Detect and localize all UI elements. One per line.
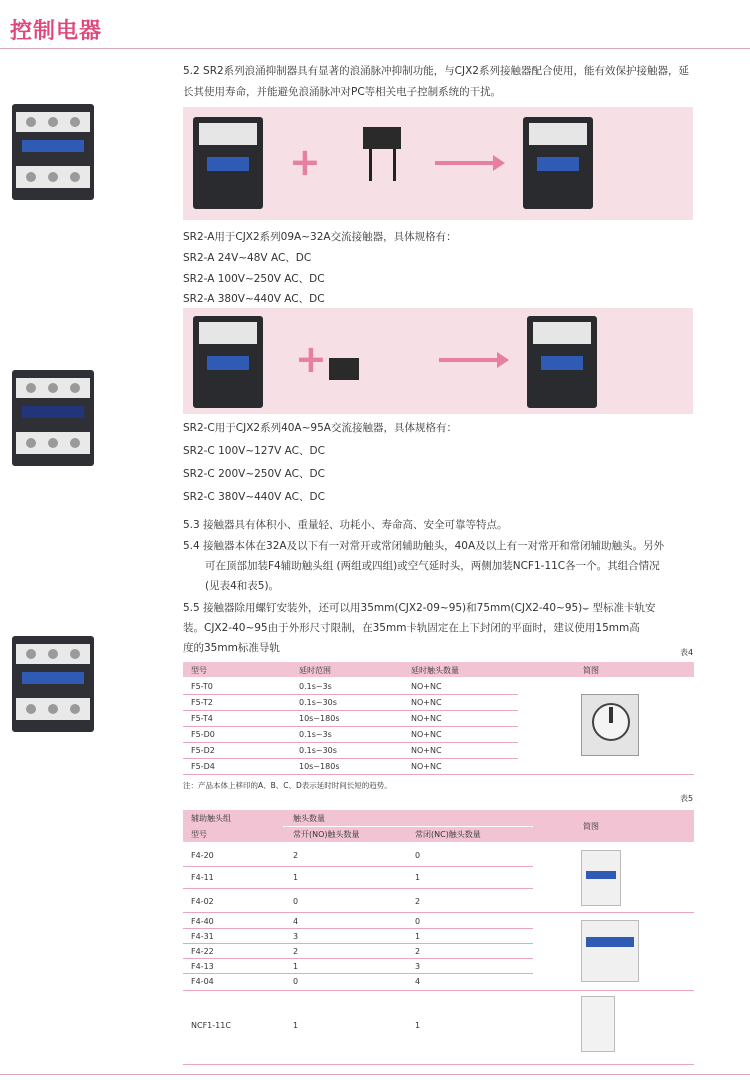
- aux-contact-2pole-image: [581, 850, 621, 906]
- table-row: F4-22 2 2: [191, 947, 421, 956]
- table-row: F4-40 4 0: [191, 917, 421, 926]
- table4-note: 注：产品本体上移印的A、B、C、D表示延时时间长短的趋势。: [183, 781, 392, 790]
- plus-icon: +: [295, 337, 327, 381]
- header-cell: 型号: [191, 666, 207, 675]
- page-title: 控制电器: [10, 19, 103, 44]
- table-row: F5-T0 0.1s~3s NO+NC: [191, 682, 442, 691]
- table-row: F5-T2 0.1s~30s NO+NC: [191, 698, 442, 707]
- table-header: [183, 662, 694, 677]
- side-aux-contact-image: [581, 996, 615, 1052]
- section-5-4-line: 5.4 接触器本体在32A及以下有一对常开或常闭辅助触头，40A及以上有一对常开和常闭辅助触头。另外: [183, 540, 665, 552]
- sr2a-spec: SR2-A 24V~48V AC、DC: [183, 252, 312, 264]
- table5: [183, 810, 694, 1065]
- sr2a-spec: SR2-A 380V~440V AC、DC: [183, 293, 325, 305]
- section-5-2-text: 5.2 SR2系列浪涌抑制器具有显著的浪涌脉冲抑制功能，与CJX2系列接触器配合使用，能有效保护接触器，延长其使用寿命，并能避免浪涌脉冲对PC等相关电子控制系统的干扰。: [183, 65, 689, 98]
- arrow-right-icon: [435, 161, 495, 165]
- table-header: 辅助触头组 触头数量 型号 常开(NO)触头数量 常闭(NC)触头数量 简图: [183, 810, 694, 842]
- arrow-right-icon: [439, 358, 499, 362]
- sr2a-illustration: [183, 107, 693, 220]
- table-row: F4-11 1 1: [191, 873, 421, 882]
- plus-icon: +: [289, 140, 321, 184]
- surge-suppressor-image: [363, 127, 401, 149]
- section-5-3-text: 5.3 接触器具有体积小、重量轻、功耗小、寿命高、安全可靠等特点。: [183, 519, 508, 531]
- table-row: F5-D0 0.1s~3s NO+NC: [191, 730, 442, 739]
- header-cell: 延时触头数量: [411, 666, 459, 675]
- table-row: F4-02 0 2: [191, 897, 421, 906]
- sr2c-spec: SR2-C 100V~127V AC、DC: [183, 445, 325, 457]
- table-row: F4-13 1 3: [191, 962, 421, 971]
- header-cell: 简图: [583, 666, 599, 675]
- header-divider: [0, 48, 750, 49]
- section-5-5-line: 度的35mm标准导轨: [183, 642, 280, 654]
- table-row: F5-T4 10s~180s NO+NC: [191, 714, 442, 723]
- table4: [183, 662, 694, 774]
- aux-contact-4pole-image: [581, 920, 639, 982]
- table-row: F4-20 2 0: [191, 851, 421, 860]
- contactor-image: [193, 117, 263, 209]
- table-row: F5-D2 0.1s~30s NO+NC: [191, 746, 442, 755]
- table4-caption: 表4: [680, 648, 694, 657]
- timer-head-image: [581, 694, 639, 756]
- section-5-4-line: (见表4和表5)。: [205, 580, 280, 592]
- section-5-4-line: 可在顶部加装F4辅助触头组 (两组或四组)或空气延时头，两侧加装NCF1-11C各一个。其组合情况: [205, 560, 660, 572]
- sr2a-spec: SR2-A 100V~250V AC、DC: [183, 273, 325, 285]
- contactor-image: [193, 316, 263, 408]
- sr2c-spec: SR2-C 200V~250V AC、DC: [183, 468, 325, 480]
- table-row: F4-04 0 4: [191, 977, 421, 986]
- table5-caption: 表5: [680, 794, 694, 803]
- contactor-with-suppressor-image: [523, 117, 593, 209]
- table-row: NCF1-11C 1 1: [191, 1021, 421, 1030]
- table-row: F5-D4 10s~180s NO+NC: [191, 762, 442, 771]
- section-5-5-line: 装。CJX2-40~95由于外形尺寸限制，在35mm卡轨固定在上下封闭的平面时，建议使用15mm高: [183, 622, 640, 634]
- contactor-photo-2: [8, 362, 98, 472]
- sr2c-intro: SR2-C用于CJX2系列40A~95A交流接触器，具体规格有：: [183, 422, 457, 434]
- header-cell: 延时范围: [299, 666, 331, 675]
- contactor-photo-3: [8, 628, 98, 738]
- table-row: F4-31 3 1: [191, 932, 421, 941]
- section-5-5-line: 5.5 接触器除用螺钉安装外，还可以用35mm(CJX2-09~95)和75mm(CJX2-40~95)⌣ 型标准卡轨安: [183, 602, 656, 614]
- contactor-with-suppressor-image: [527, 316, 597, 408]
- footer-divider: [0, 1074, 750, 1075]
- surge-suppressor-image: [329, 358, 359, 380]
- sr2c-spec: SR2-C 380V~440V AC、DC: [183, 491, 325, 503]
- contactor-photo-1: [8, 96, 98, 206]
- sr2c-illustration: [183, 308, 693, 414]
- sr2a-intro: SR2-A用于CJX2系列09A~32A交流接触器，具体规格有：: [183, 231, 457, 243]
